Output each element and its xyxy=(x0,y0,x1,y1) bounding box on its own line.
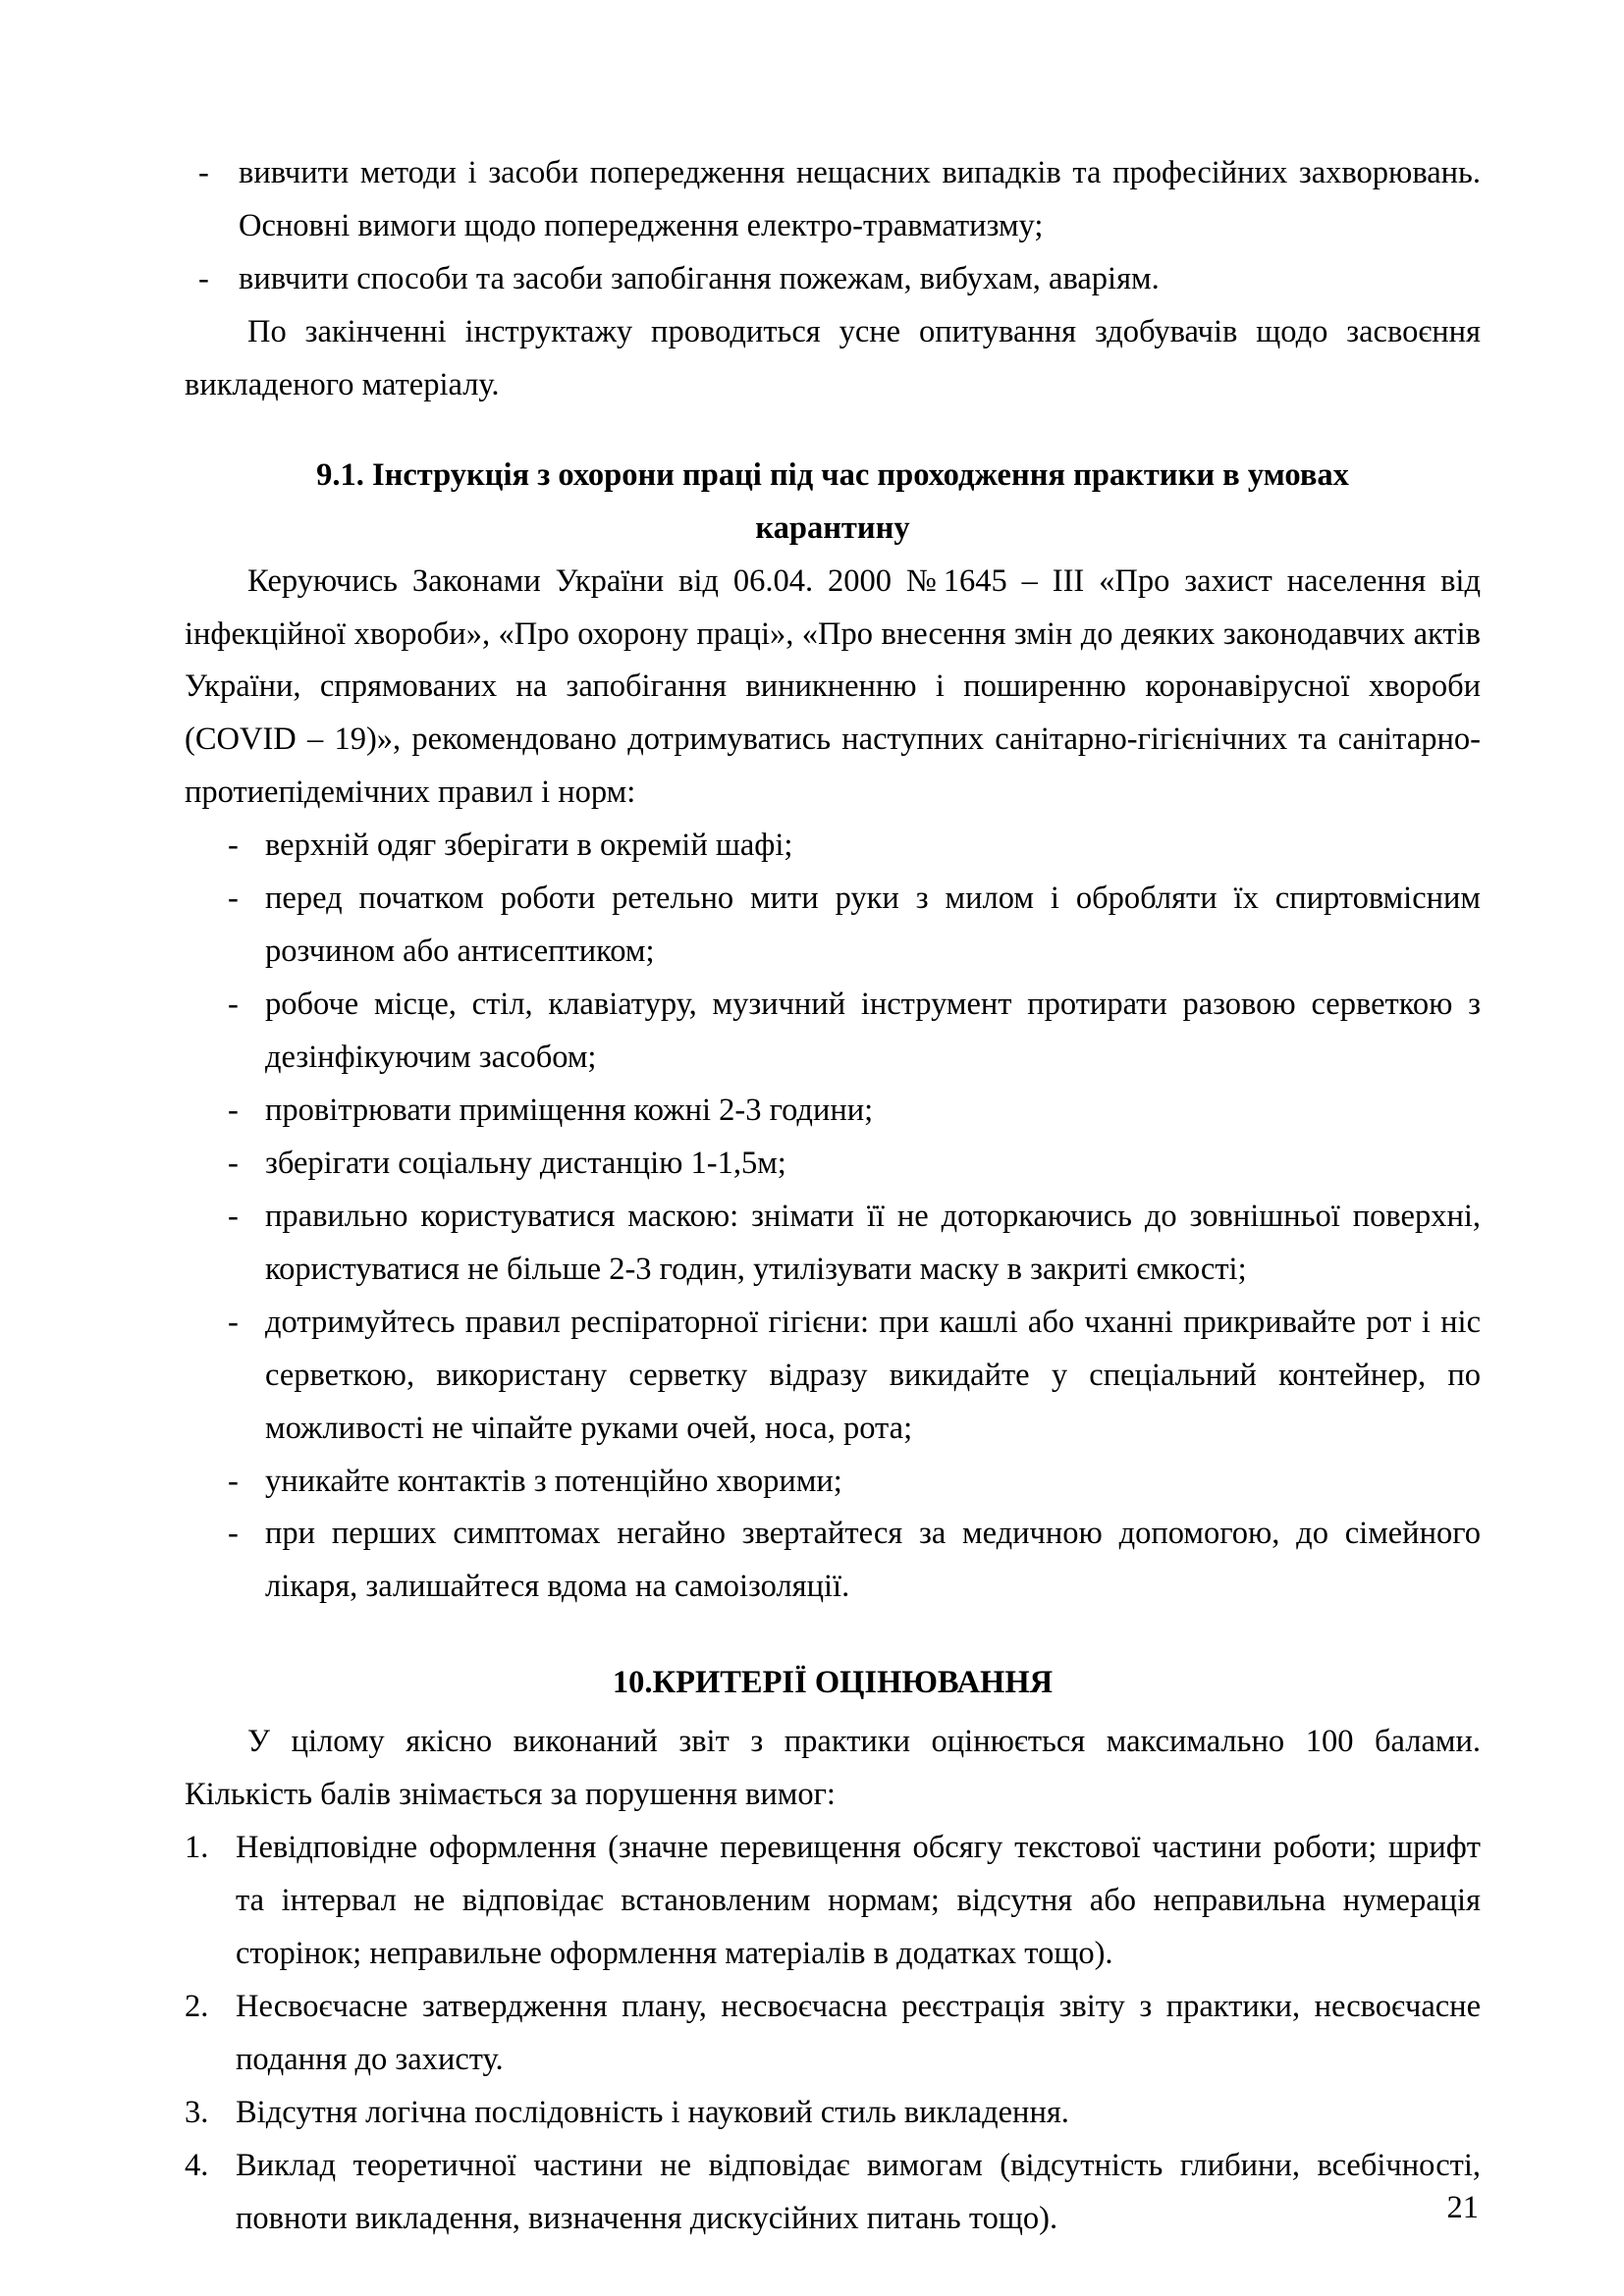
sanitary-rules-list xyxy=(185,820,1481,1614)
list-item xyxy=(185,979,1481,1085)
criteria-number: 1. xyxy=(185,1830,209,1866)
list-item xyxy=(185,1138,1481,1191)
criteria-number: 4. xyxy=(185,2147,209,2183)
rule-text: дотримуйтесь правил респіраторної гігієни: при кашлі або чханні прикривайте рот і ніс серветкою, використану серветку відразу викидайте у спеціальний контейнер, по можливості не чіпайте руками очей, носа, рота; xyxy=(265,1304,1481,1446)
list-item xyxy=(185,820,1481,873)
rule-text: робоче місце, стіл, клавіатуру, музичний інструмент протирати разовою серветкою з дезінфікуючим засобом; xyxy=(265,987,1481,1075)
criteria-list xyxy=(185,1822,1481,2246)
intro-paragraph: По закінченні інструктажу проводиться усне опитування здобувачів щодо засвоєння викладеного матеріалу. xyxy=(185,313,1481,402)
list-item xyxy=(185,2087,1481,2140)
list-item xyxy=(185,2140,1481,2246)
section-9-1-paragraph: Керуючись Законами України від 06.04. 2000 №1645 – ІІІ «Про захист населення від інфекційної хвороби», «Про охорону праці», «Про внесення змін до деяких законодавчих актів України, спрямованих на запобігання виникненню і поширенню коронавірусної хвороби (COVID – 19)», рекомендовано дотримуватись наступних санітарно-гігієнічних та санітарно-протиепідемічних правил і норм: xyxy=(185,562,1481,811)
rule-text: уникайте контактів з потенційно хворими; xyxy=(265,1463,842,1499)
list-item xyxy=(185,147,1481,253)
list-item xyxy=(185,1508,1481,1614)
criteria-number: 3. xyxy=(185,2094,209,2130)
list-item xyxy=(185,1297,1481,1456)
section-9-1-heading xyxy=(185,450,1481,556)
section-9-1-heading-line-2: карантину xyxy=(755,509,910,546)
page-content xyxy=(185,147,1481,2246)
criteria-text: Несвоєчасне затвердження плану, несвоєчасна реєстрація звіту з практики, несвоєчасне подання до захисту. xyxy=(236,1988,1481,2077)
intro-bullet-list xyxy=(185,147,1481,306)
rule-text: провітрювати приміщення кожні 2-3 години; xyxy=(265,1092,874,1128)
page-number: 21 xyxy=(1446,2189,1479,2225)
list-item xyxy=(185,1822,1481,1981)
criteria-text: Невідповідне оформлення (значне перевищення обсягу текстової частини роботи; шрифт та інтервал не відповідає встановленим нормам; відсутня або неправильна нумерація сторінок; неправильне оформлення матеріалів в додатках тощо). xyxy=(236,1830,1481,1971)
rule-text: при перших симптомах негайно звертайтеся за медичною допомогою, до сімейного лікаря, залишайтеся вдома на самоізоляції. xyxy=(265,1516,1481,1605)
criteria-text: Відсутня логічна послідовність і науковий стиль викладення. xyxy=(236,2094,1069,2130)
list-item xyxy=(185,253,1481,306)
section-10-heading: 10.КРИТЕРІЇ ОЦІНЮВАННЯ xyxy=(612,1665,1054,1701)
section-10-paragraph: У цілому якісно виконаний звіт з практики оцінюється максимально 100 балами. Кількість балів знімається за порушення вимог: xyxy=(185,1724,1481,1813)
criteria-text: Виклад теоретичної частини не відповідає вимогам (відсутність глибини, всебічності, повноти викладення, визначення дискусійних питань тощо). xyxy=(236,2147,1481,2236)
list-item xyxy=(185,1456,1481,1509)
bullet-text: вивчити методи і засоби попередження нещасних випадків та професійних захворювань. Основні вимоги щодо попередження електро-травматизму; xyxy=(239,155,1481,243)
rule-text: перед початком роботи ретельно мити руки з милом і обробляти їх спиртовмісним розчином або антисептиком; xyxy=(265,881,1481,970)
section-9-1-heading-line-1: 9.1. Інструкція з охорони праці під час проходження практики в умовах xyxy=(316,456,1349,493)
bullet-text: вивчити способи та засоби запобігання пожежам, вибухам, аваріям. xyxy=(239,260,1160,296)
rule-text: верхній одяг зберігати в окремій шафі; xyxy=(265,828,793,864)
list-item xyxy=(185,1981,1481,2087)
rule-text: зберігати соціальну дистанцію 1-1,5м; xyxy=(265,1145,786,1181)
list-item xyxy=(185,1191,1481,1297)
rule-text: правильно користуватися маскою: знімати її не доторкаючись до зовнішньої поверхні, користуватися не більше 2-3 годин, утилізувати маску в закриті ємкості; xyxy=(265,1198,1481,1287)
criteria-number: 2. xyxy=(185,1988,209,2024)
list-item xyxy=(185,873,1481,979)
list-item xyxy=(185,1085,1481,1138)
